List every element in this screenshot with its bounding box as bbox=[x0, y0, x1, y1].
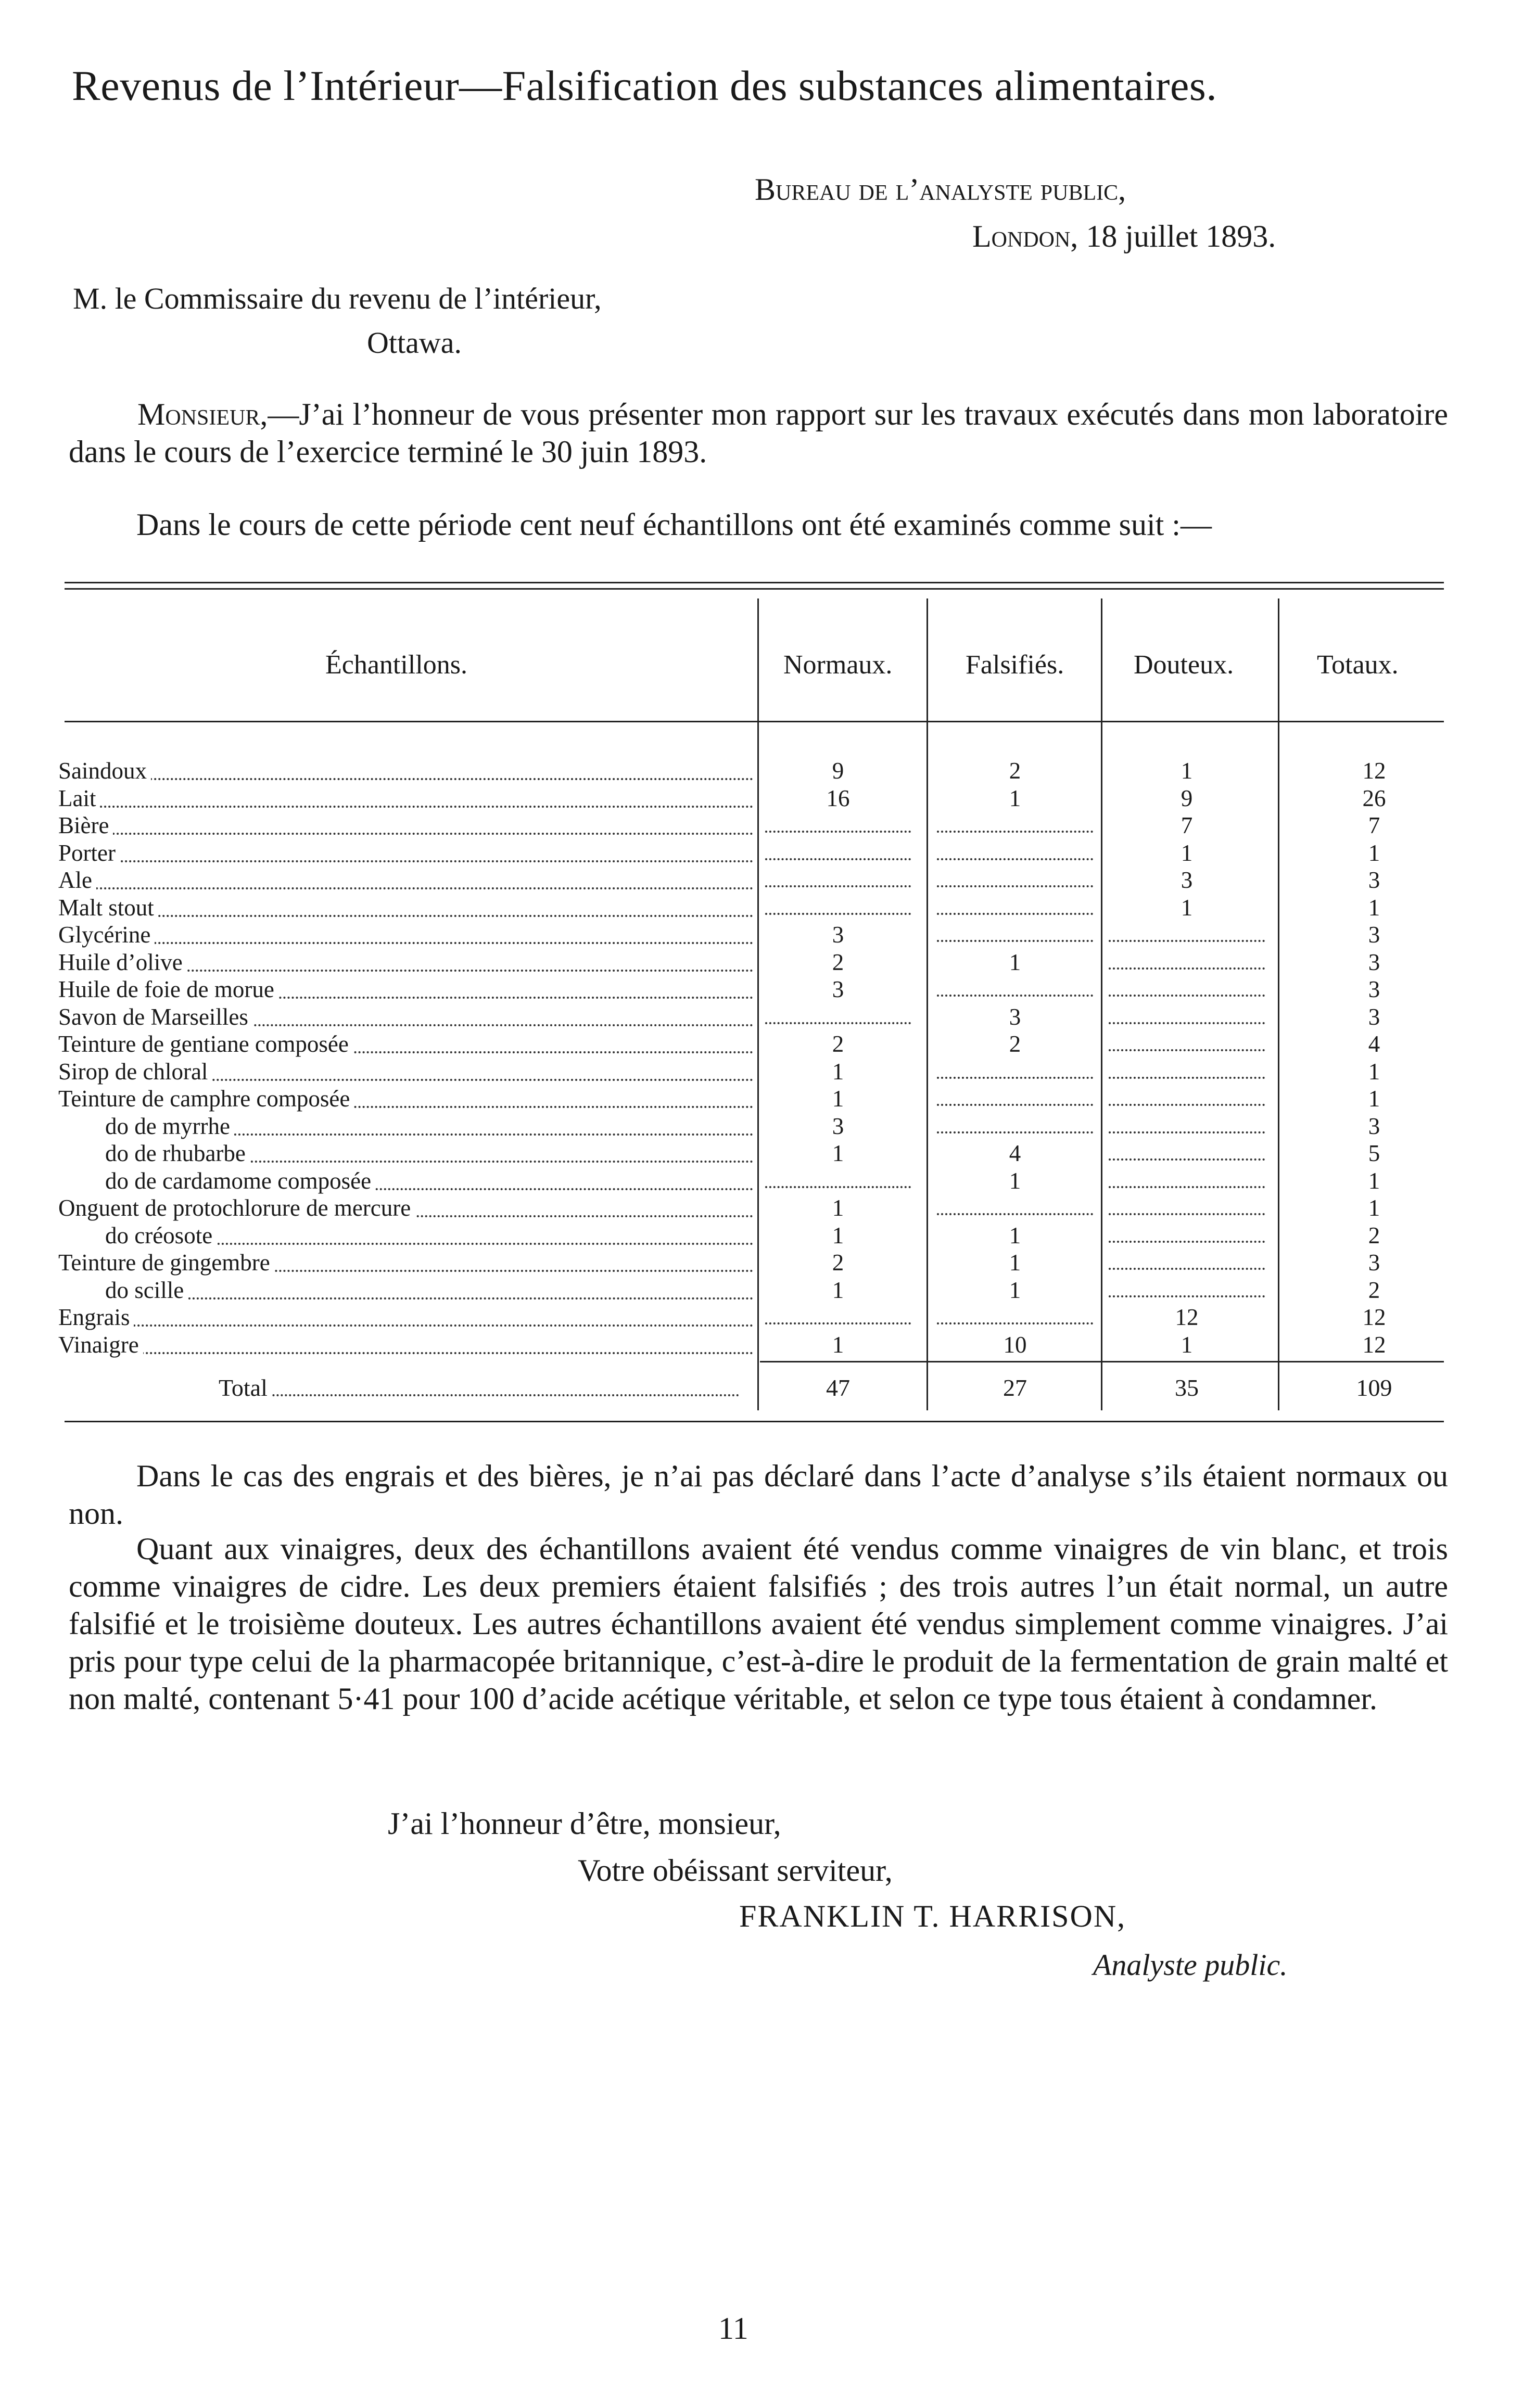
table-cell-falsifies bbox=[937, 921, 1093, 942]
table-cell-falsifies: 4 bbox=[1009, 1140, 1021, 1166]
table-cell-totaux: 4 bbox=[1368, 1031, 1380, 1057]
table-cell-totaux: 3 bbox=[1368, 922, 1380, 948]
signer-title: Analyste public. bbox=[1093, 1948, 1288, 1982]
table-row-label: Saindoux bbox=[58, 757, 753, 784]
table-cell-falsifies bbox=[937, 1304, 1093, 1324]
table-row-label: Porter bbox=[58, 839, 753, 867]
table-cell-douteux bbox=[1109, 921, 1265, 942]
total-falsifies: 27 bbox=[1003, 1374, 1027, 1401]
table-cell-normaux bbox=[765, 867, 911, 887]
col-header-normaux: Normaux. bbox=[783, 650, 893, 680]
table-cell-douteux bbox=[1109, 1003, 1265, 1024]
intro-text: —J’ai l’honneur de vous présenter mon rapport sur les travaux exécutés dans mon laboratoire dans le cours de l’exercice terminé le 30 juin 1893. bbox=[69, 397, 1448, 469]
table-cell-falsifies: 1 bbox=[1009, 1277, 1021, 1303]
total-douteux: 35 bbox=[1175, 1374, 1199, 1401]
table-cell-douteux: 1 bbox=[1181, 758, 1193, 784]
page-number: 11 bbox=[718, 2311, 748, 2346]
table-cell-douteux bbox=[1109, 1194, 1265, 1215]
table-bottom-rule bbox=[65, 1421, 1444, 1422]
table-cell-normaux: 1 bbox=[832, 1086, 844, 1112]
table-row-label: do créosote bbox=[105, 1222, 753, 1249]
table-header-rule bbox=[65, 721, 1444, 722]
total-totaux: 109 bbox=[1356, 1374, 1392, 1401]
col-header-falsifies: Falsifiés. bbox=[966, 650, 1064, 680]
intro-paragraph-2: Dans le cours de cette période cent neuf échantillons ont été examinés comme suit :— bbox=[136, 507, 1212, 542]
table-cell-normaux: 3 bbox=[832, 1113, 844, 1139]
table-cell-totaux: 1 bbox=[1368, 840, 1380, 866]
table-row-label: Savon de Marseilles bbox=[58, 1003, 753, 1030]
col-divider-2 bbox=[927, 598, 928, 1410]
table-cell-falsifies bbox=[937, 812, 1093, 833]
table-cell-totaux: 26 bbox=[1362, 785, 1386, 811]
table-cell-falsifies: 10 bbox=[1003, 1332, 1027, 1358]
table-cell-normaux: 16 bbox=[826, 785, 850, 811]
table-cell-normaux: 3 bbox=[832, 976, 844, 1002]
total-normaux: 47 bbox=[826, 1374, 850, 1401]
col-divider-3 bbox=[1101, 598, 1102, 1410]
total-label: Total bbox=[219, 1374, 739, 1402]
table-row-label: do scille bbox=[105, 1277, 753, 1304]
table-cell-normaux: 2 bbox=[832, 1250, 844, 1276]
table-cell-falsifies bbox=[937, 1058, 1093, 1079]
table-cell-totaux: 2 bbox=[1368, 1277, 1380, 1303]
table-cell-normaux: 1 bbox=[832, 1277, 844, 1303]
table-cell-totaux: 3 bbox=[1368, 1004, 1380, 1030]
table-cell-douteux: 1 bbox=[1181, 1332, 1193, 1358]
table-cell-normaux bbox=[765, 839, 911, 860]
table-cell-totaux: 1 bbox=[1368, 1059, 1380, 1085]
table-cell-totaux: 3 bbox=[1368, 1113, 1380, 1139]
salutation: Monsieur, bbox=[137, 397, 268, 431]
table-row-label: Teinture de gentiane composée bbox=[58, 1030, 753, 1058]
table-cell-totaux: 12 bbox=[1362, 758, 1386, 784]
bureau-line: Bureau de l’analyste public, bbox=[755, 172, 1126, 207]
table-cell-falsifies: 3 bbox=[1009, 1004, 1021, 1030]
col-header-samples: Échantillons. bbox=[325, 650, 467, 680]
table-row-label: Glycérine bbox=[58, 921, 753, 948]
table-cell-douteux: 7 bbox=[1181, 812, 1193, 838]
intro-paragraph bbox=[69, 396, 1448, 470]
table-row-label: Bière bbox=[58, 812, 753, 839]
table-cell-normaux: 2 bbox=[832, 949, 844, 975]
table-cell-douteux bbox=[1109, 1167, 1265, 1188]
table-cell-totaux: 3 bbox=[1368, 949, 1380, 975]
table-cell-normaux bbox=[765, 1003, 911, 1024]
table-cell-douteux: 1 bbox=[1181, 840, 1193, 866]
col-divider-4 bbox=[1278, 598, 1279, 1410]
table-row-label: do de myrrhe bbox=[105, 1113, 753, 1140]
addressee: M. le Commissaire du revenu de l’intérieur, bbox=[73, 282, 602, 315]
table-cell-falsifies bbox=[937, 867, 1093, 887]
table-cell-douteux bbox=[1109, 949, 1265, 970]
table-cell-normaux: 1 bbox=[832, 1195, 844, 1221]
table-row-label: Ale bbox=[58, 867, 753, 894]
table-cell-douteux bbox=[1109, 976, 1265, 997]
table-cell-douteux bbox=[1109, 1277, 1265, 1297]
table-cell-falsifies bbox=[937, 1113, 1093, 1133]
table-cell-douteux: 12 bbox=[1175, 1304, 1199, 1330]
engrais-paragraph: Dans le cas des engrais et des bières, je n’ai pas déclaré dans l’acte d’analyse s’ils étaient normaux ou non. bbox=[69, 1459, 1448, 1531]
table-cell-douteux: 9 bbox=[1181, 785, 1193, 811]
table-top-rule bbox=[65, 582, 1444, 583]
table-cell-douteux bbox=[1109, 1058, 1265, 1079]
table-cell-totaux: 12 bbox=[1362, 1332, 1386, 1358]
table-row-label: Teinture de camphre composée bbox=[58, 1085, 753, 1112]
table-cell-totaux: 5 bbox=[1368, 1140, 1380, 1166]
col-divider-1 bbox=[757, 598, 759, 1410]
table-cell-totaux: 3 bbox=[1368, 976, 1380, 1002]
table-cell-normaux: 3 bbox=[832, 922, 844, 948]
table-cell-falsifies: 1 bbox=[1009, 1250, 1021, 1276]
table-cell-normaux: 2 bbox=[832, 1031, 844, 1057]
table-cell-falsifies: 1 bbox=[1009, 949, 1021, 975]
table-cell-falsifies bbox=[937, 1194, 1093, 1215]
table-cell-totaux: 1 bbox=[1368, 1195, 1380, 1221]
table-row-label: Onguent de protochlorure de mercure bbox=[58, 1194, 753, 1221]
table-cell-normaux bbox=[765, 894, 911, 915]
table-cell-douteux bbox=[1109, 1140, 1265, 1161]
table-cell-falsifies: 2 bbox=[1009, 758, 1021, 784]
col-header-totaux: Totaux. bbox=[1317, 650, 1399, 680]
table-cell-totaux: 3 bbox=[1368, 1250, 1380, 1276]
table-row-label: Vinaigre bbox=[58, 1331, 753, 1358]
table-cell-falsifies: 1 bbox=[1009, 1222, 1021, 1248]
location-date-line bbox=[972, 219, 1276, 254]
table-cell-douteux: 3 bbox=[1181, 867, 1193, 893]
addressee-city: Ottawa. bbox=[367, 326, 462, 360]
table-cell-falsifies bbox=[937, 839, 1093, 860]
table-row-label: do de cardamome composée bbox=[105, 1167, 753, 1194]
col-header-douteux: Douteux. bbox=[1134, 650, 1234, 680]
table-row-label: Engrais bbox=[58, 1304, 753, 1331]
table-row-label: Malt stout bbox=[58, 894, 753, 921]
table-cell-falsifies bbox=[937, 1085, 1093, 1106]
table-row-label: Huile d’olive bbox=[58, 949, 753, 976]
closing-line-1: J’ai l’honneur d’être, monsieur, bbox=[388, 1806, 781, 1841]
table-cell-totaux: 1 bbox=[1368, 1086, 1380, 1112]
table-cell-douteux bbox=[1109, 1113, 1265, 1133]
table-cell-totaux: 1 bbox=[1368, 895, 1380, 921]
table-cell-douteux: 1 bbox=[1181, 895, 1193, 921]
table-cell-totaux: 2 bbox=[1368, 1222, 1380, 1248]
table-row-label: do de rhubarbe bbox=[105, 1140, 753, 1167]
table-cell-normaux: 1 bbox=[832, 1059, 844, 1085]
table-cell-normaux bbox=[765, 812, 911, 833]
table-cell-falsifies: 2 bbox=[1009, 1031, 1021, 1057]
table-cell-normaux: 9 bbox=[832, 758, 844, 784]
table-cell-douteux bbox=[1109, 1085, 1265, 1106]
letter-date: 18 juillet 1893. bbox=[1086, 219, 1276, 253]
table-top-rule-2 bbox=[65, 588, 1444, 590]
table-cell-normaux bbox=[765, 1304, 911, 1324]
table-cell-normaux: 1 bbox=[832, 1140, 844, 1166]
location-city: London, bbox=[972, 219, 1078, 253]
table-cell-totaux: 12 bbox=[1362, 1304, 1386, 1330]
table-cell-totaux: 7 bbox=[1368, 812, 1380, 838]
closing-line-2: Votre obéissant serviteur, bbox=[578, 1853, 893, 1888]
table-cell-totaux: 1 bbox=[1368, 1168, 1380, 1194]
table-cell-totaux: 3 bbox=[1368, 867, 1380, 893]
table-cell-falsifies: 1 bbox=[1009, 1168, 1021, 1194]
vinaigres-paragraph: Quant aux vinaigres, deux des échantillons avaient été vendus comme vinaigres de vin blanc, et trois comme vinaigres de cidre. Les deux premiers étaient falsifiés ; des trois autres l’un était normal, un autre falsifié et le troisième douteux. Les autres échantillons avaient été vendus simplement comme vinaigres. J’ai pris pour type celui de la pharmacopée britannique, c’est-à-dire le produit de la fermentation de grain malté et non malté, contenant 5·41 pour 100 d’acide acétique véritable, et selon ce type tous étaient à condamner. bbox=[69, 1532, 1448, 1716]
table-cell-falsifies: 1 bbox=[1009, 785, 1021, 811]
table-cell-falsifies bbox=[937, 894, 1093, 915]
table-row-label: Sirop de chloral bbox=[58, 1058, 753, 1085]
table-cell-douteux bbox=[1109, 1030, 1265, 1051]
table-row-label: Lait bbox=[58, 785, 753, 812]
table-cell-normaux: 1 bbox=[832, 1332, 844, 1358]
table-cell-douteux bbox=[1109, 1222, 1265, 1243]
signer-name: FRANKLIN T. HARRISON, bbox=[739, 1899, 1126, 1933]
table-cell-falsifies bbox=[937, 976, 1093, 997]
table-cell-normaux bbox=[765, 1167, 911, 1188]
page-title: Revenus de l’Intérieur—Falsification des substances alimentaires. bbox=[72, 62, 1217, 109]
table-row-label: Huile de foie de morue bbox=[58, 976, 753, 1003]
table-cell-douteux bbox=[1109, 1249, 1265, 1270]
table-row-label: Teinture de gingembre bbox=[58, 1249, 753, 1276]
table-cell-normaux: 1 bbox=[832, 1222, 844, 1248]
